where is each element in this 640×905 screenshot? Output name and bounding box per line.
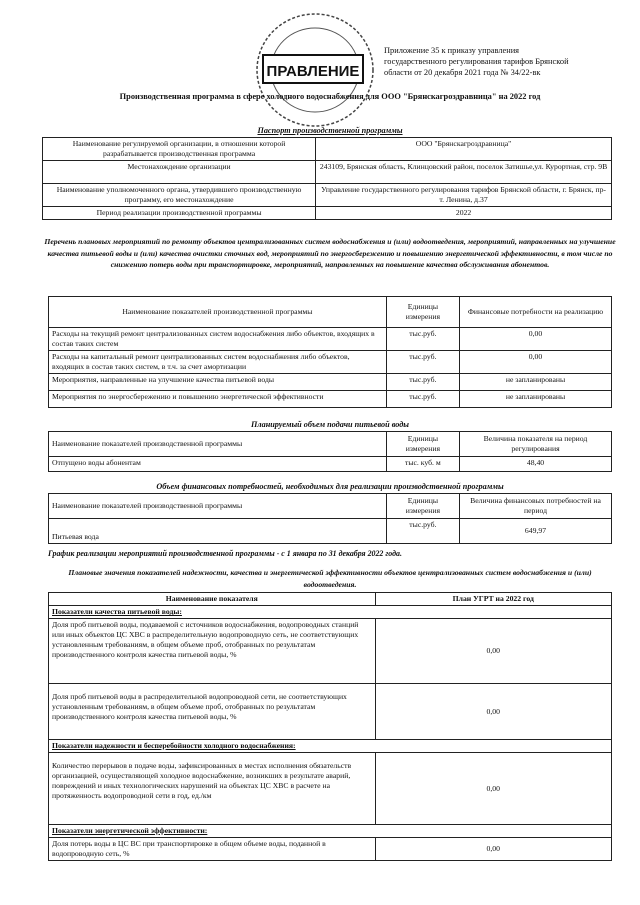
- plan-heading: Плановые значения показателей надежности, качества и энергетической эффективности объектов централизованных систем водоснабжения и (или) водоотведения.: [68, 568, 592, 589]
- table-row: [43, 207, 612, 220]
- col-header-name: Наименование показателей производственной программы: [49, 297, 387, 328]
- plan-indicator-name: Доля проб питьевой воды, подаваемой с источников водоснабжения, водопроводных станций или иных объектов ЦС ХВС в распределительную водопроводную сеть, не соответствующих установленным требованиям, в общем объеме проб, отобранных по результатам производственного контроля качества питьевой воды, %: [49, 619, 376, 684]
- col-header-value: Величина показателя на период регулирования: [459, 432, 611, 457]
- measure-unit: тыс.руб.: [386, 374, 459, 391]
- supply-name: Отпущено воды абонентам: [49, 457, 387, 472]
- group-energy: Показатели энергетической эффективности:: [49, 825, 612, 838]
- measure-value: не запланированы: [459, 374, 611, 391]
- passport-value: 243109, Брянская область, Клинцовский район, поселок Затишье,ул. Курортная, стр. 9В: [316, 161, 612, 184]
- col-header-unit: Единицы измерения: [386, 494, 459, 519]
- supply-unit: тыс. куб. м: [386, 457, 459, 472]
- measure-value: 0,00: [459, 351, 611, 374]
- col-header-name: Наименование показателей производственной программы: [49, 494, 387, 519]
- schedule-text: График реализации мероприятий производственной программы - с 1 январа по 31 декабря 2022 года.: [48, 549, 402, 558]
- table-row: [43, 161, 612, 184]
- table-row: [49, 753, 612, 825]
- finance-unit: тыс.руб.: [386, 519, 459, 544]
- ref-line-2: государственного регулирования тарифов Брянской: [384, 57, 569, 66]
- table-group-row: [49, 825, 612, 838]
- official-stamp: [245, 10, 375, 130]
- document-title: Производственная программа в сфере холодного водоснабжения для ООО "Брянскагроздравница" на 2022 год: [119, 92, 541, 101]
- plan-indicator-name: Доля проб питьевой воды в распределительной водопроводной сети, не соответствующих установленным требованиям, в общем объеме проб, отобранных по результатам производственного контроля качества питьевой воды, %: [49, 684, 376, 740]
- col-header-unit: Единицы измерения: [386, 432, 459, 457]
- plan-indicator-value: 0,00: [375, 753, 611, 825]
- plan-table: [48, 592, 612, 861]
- measure-name: Мероприятия по энергосбережению и повышению энергетической эффективности: [49, 391, 387, 408]
- col-header-value: План УГРТ на 2022 год: [375, 593, 611, 606]
- table-row: [49, 684, 612, 740]
- measure-unit: тыс.руб.: [386, 328, 459, 351]
- table-row: [49, 391, 612, 408]
- table-row: [43, 138, 612, 161]
- measure-unit: тыс.руб.: [386, 391, 459, 408]
- ref-line-3: области от 20 декабря 2021 года № 34/22-вк: [384, 68, 541, 77]
- finance-value: 649,97: [459, 519, 611, 544]
- measure-name: Мероприятия, направленные на улучшение качества питьевой воды: [49, 374, 387, 391]
- passport-label: Наименование уполномоченного органа, утвердившего производственную программу, его местонахождение: [43, 184, 316, 207]
- table-row: [43, 184, 612, 207]
- stamp-label: ПРАВЛЕНИЕ: [266, 63, 360, 80]
- col-header-name: Наименование показателей производственной программы: [49, 432, 387, 457]
- passport-heading: Паспорт производственной программы: [257, 126, 403, 135]
- passport-label: Наименование регулируемой организации, в отношении которой разрабатывается производственная программа: [43, 138, 316, 161]
- passport-value: Управление государственного регулирования тарифов Брянской области, г. Брянск, пр-т. Ленина, д.37: [316, 184, 612, 207]
- table-header-row: [49, 432, 612, 457]
- table-row: [49, 838, 612, 861]
- plan-indicator-name: Количество перерывов в подаче воды, зафиксированных в местах исполнения обязательств организацией, осуществляющей холодное водоснабжение, возникших в результате аварий, повреждений и иных технологических нарушений на объектах ЦС ХВС в расчете на протяженность водопроводной сети в год, ед./км: [49, 753, 376, 825]
- supply-table: [48, 431, 612, 472]
- table-row: [49, 457, 612, 472]
- finance-heading: Объем финансовых потребностей, необходимых для реализации производственной программы: [156, 482, 504, 491]
- table-group-row: [49, 606, 612, 619]
- measure-value: 0,00: [459, 328, 611, 351]
- table-header-row: [49, 593, 612, 606]
- plan-indicator-name: Доля потерь воды в ЦС ВС при транспортировке в общем объеме воды, поданной в водопроводную сеть, %: [49, 838, 376, 861]
- measures-heading: Перечень плановых мероприятий по ремонту объектов централизованных систем водоснабжения и (или) водоотведения, мероприятий, направленных на улучшение качества питьевой воды и (или) качества очистки сточных вод, мероприятий по энергосбережению и повышению энергетической эффективности, в том числе по снижению потерь воды при транспортировке, мероприятий, направленных на повышение качества обслуживания абонентов.: [44, 237, 616, 269]
- supply-value: 48,40: [459, 457, 611, 472]
- table-header-row: [49, 494, 612, 519]
- finance-table: [48, 493, 612, 544]
- finance-name: Питьевая вода: [49, 519, 387, 544]
- passport-label: Период реализации производственной программы: [43, 207, 316, 220]
- table-group-row: [49, 740, 612, 753]
- col-header-value: Финансовые потребности на реализацию: [459, 297, 611, 328]
- measure-unit: тыс.руб.: [386, 351, 459, 374]
- table-header-row: [49, 297, 612, 328]
- plan-indicator-value: 0,00: [375, 619, 611, 684]
- col-header-unit: Единицы измерения: [386, 297, 459, 328]
- table-row: [49, 519, 612, 544]
- col-header-name: Наименование показателя: [49, 593, 376, 606]
- passport-value: ООО "Брянскагроздравница": [316, 138, 612, 161]
- measure-name: Расходы на капитальный ремонт централизованных систем водоснабжения либо объектов, входящих в состав таких систем, в т.ч. за счет амортизации: [49, 351, 387, 374]
- measure-name: Расходы на текущий ремонт централизованных систем водоснабжения либо объектов, входящих в состав таких систем: [49, 328, 387, 351]
- table-row: [49, 351, 612, 374]
- measure-value: не запланированы: [459, 391, 611, 408]
- plan-indicator-value: 0,00: [375, 684, 611, 740]
- table-row: [49, 328, 612, 351]
- group-quality: Показатели качества питьевой воды:: [49, 606, 612, 619]
- table-row: [49, 619, 612, 684]
- passport-label: Местонахождение организации: [43, 161, 316, 184]
- table-row: [49, 374, 612, 391]
- col-header-value: Величина финансовых потребностей на период: [459, 494, 611, 519]
- passport-value: 2022: [316, 207, 612, 220]
- passport-table: [42, 137, 612, 220]
- order-reference: [384, 45, 624, 78]
- measures-table: [48, 296, 612, 408]
- ref-line-1: Приложение 35 к приказу управления: [384, 46, 520, 55]
- supply-heading: Планируемый объем подачи питьевой воды: [251, 420, 409, 429]
- group-reliability: Показатели надежности и бесперебойности холодного водоснабжения:: [49, 740, 612, 753]
- plan-indicator-value: 0,00: [375, 838, 611, 861]
